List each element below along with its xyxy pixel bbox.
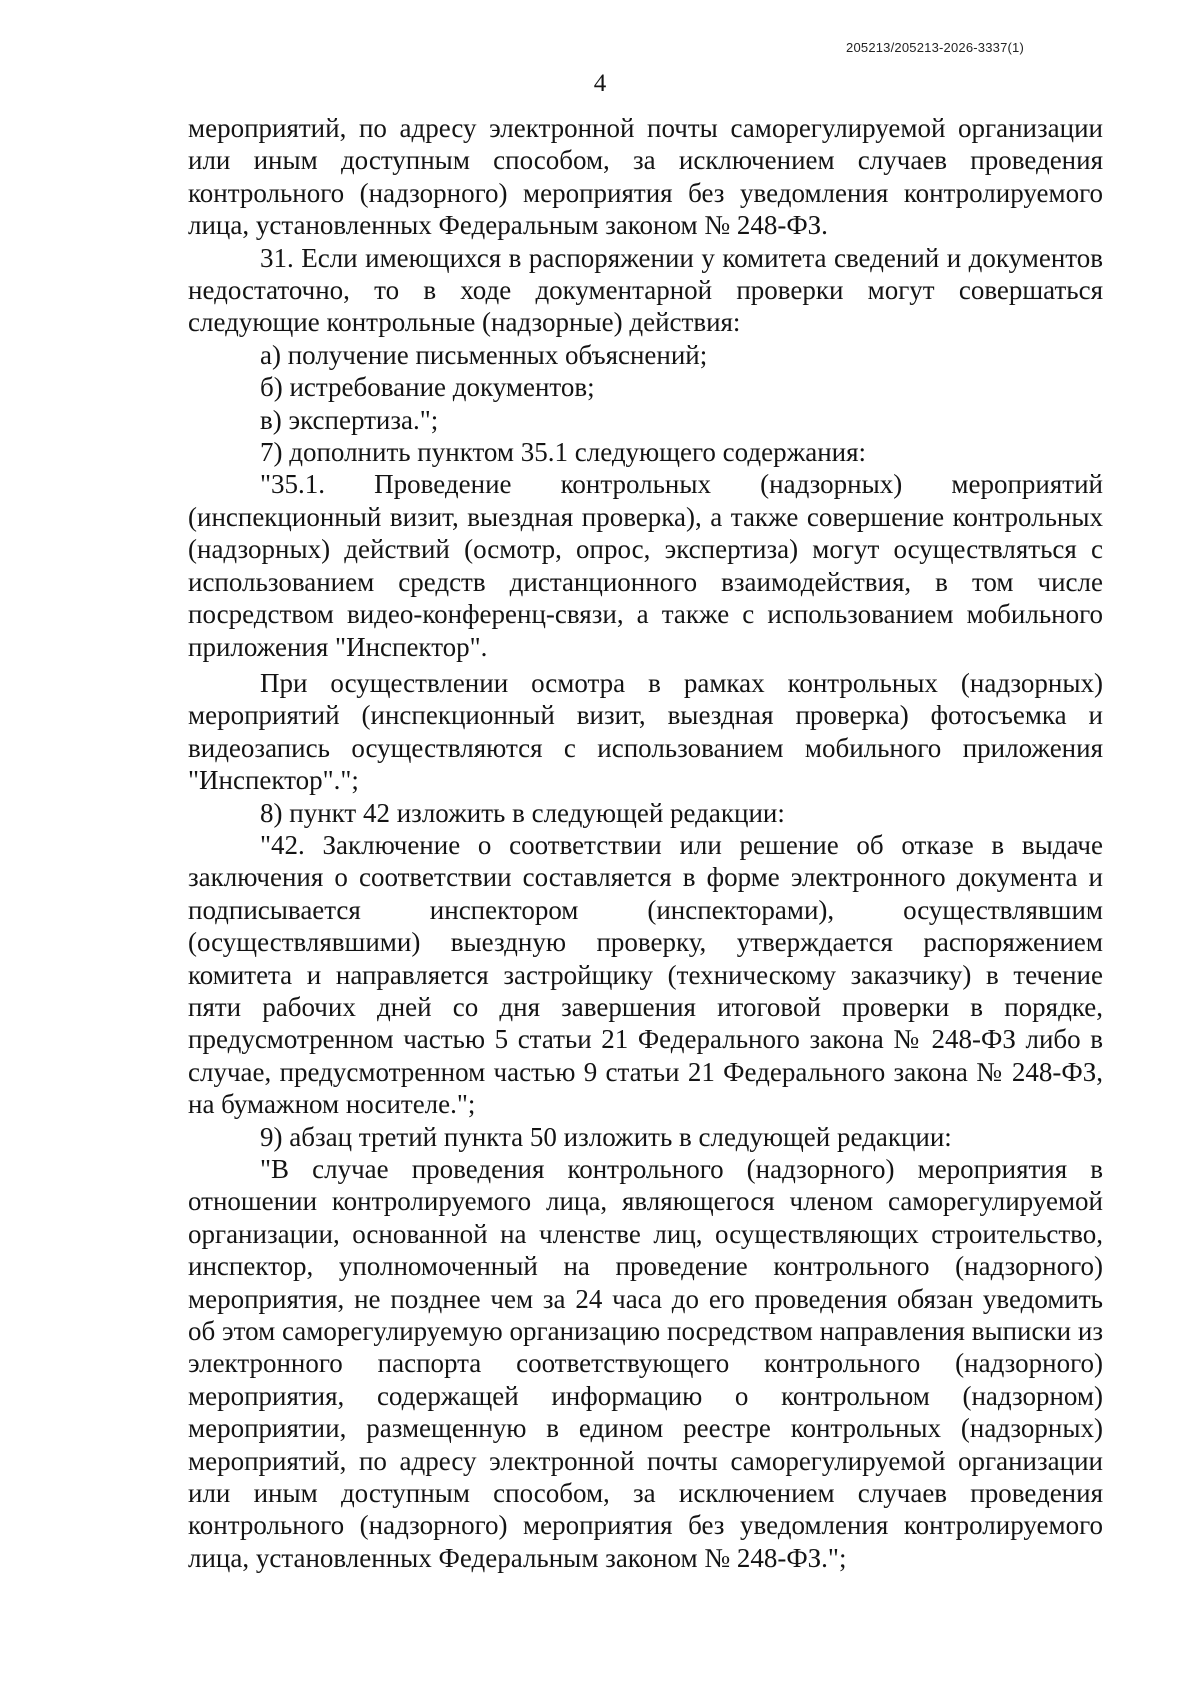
paragraph-subitem-b: б) истребование документов; [260,372,595,403]
document-id: 205213/205213-2026-3337(1) [846,40,1024,55]
paragraph-item-35-1: "35.1. Проведение контрольных (надзорных) мероприятий (инспекционный визит, выездная проверка), а также совершение контрольных (надзорных) действий (осмотр, опрос, экспертиза) могут осуществляться с использованием средств дистанционного взаимодействия, в том числе посредством видео-конференц-связи, а также с использованием мобильного приложения "Инспектор". [188,469,1103,662]
paragraph-subitem-a: а) получение письменных объяснений; [260,339,708,370]
paragraph-inspection-photo: При осуществлении осмотра в рамках контрольных (надзорных) мероприятий (инспекционный визит, выездная проверка) фотосъемка и видеозапись осуществляются с использованием мобильного приложения "Инспектор"."; [188,667,1103,796]
page-number: 4 [593,70,607,97]
paragraph-item-50-text: "В случае проведения контрольного (надзорного) мероприятия в отношении контролируемого лица, являющегося членом саморегулируемой организации, основанной на членстве лиц, осуществляющих строительство, инспектор, уполномоченный на проведение контрольного (надзорного) мероприятия, не позднее чем за 24 часа до его проведения обязан уведомить об этом саморегулируемую организацию посредством направления выписки из электронного паспорта соответствующего контрольного (надзорного) мероприятия, содержащей информацию о контрольном (надзорном) мероприятии, размещенную в едином реестре контрольных (надзорных) мероприятий, по адресу электронной почты саморегулируемой организации или иным доступным способом, за исключением случаев проведения контрольного (надзорного) мероприятия без уведомления контролируемого лица, установленных Федеральным законом № 248-ФЗ."; [188,1154,1103,1573]
paragraph-item-42: "42. Заключение о соответствии или решение об отказе в выдаче заключения о соответствии составляется в форме электронного документа и подписывается инспектором (инспекторами), осуществлявшим (осуществлявшими) выездную проверку, утверждается распоряжением комитета и направляется застройщику (техническому заказчику) в течение пяти рабочих дней со дня завершения итоговой проверки в порядке, предусмотренном частью 5 статьи 21 Федерального закона № 248-ФЗ либо в случае, предусмотренном частью 9 статьи 21 Федерального закона № 248-ФЗ, на бумажном носителе."; [188,829,1103,1120]
document-body [188,112,1103,1574]
paragraph-continuation: мероприятий, по адресу электронной почты саморегулируемой организации или иным доступным способом, за исключением случаев проведения контрольного (надзорного) мероприятия без уведомления контролируемого лица, установленных Федеральным законом № 248-ФЗ. [188,113,1103,241]
paragraph-item-31: 31. Если имеющихся в распоряжении у комитета сведений и документов недостаточно, то в ходе документарной проверки могут совершаться следующие контрольные (надзорные) действия: [188,242,1103,338]
paragraph-amendment-8: 8) пункт 42 изложить в следующей редакции: [260,797,785,828]
paragraph-subitem-v: в) экспертиза."; [260,404,439,435]
paragraph-amendment-7: 7) дополнить пунктом 35.1 следующего содержания: [260,437,867,468]
paragraph-amendment-9: 9) абзац третий пункта 50 изложить в следующей редакции: [260,1121,952,1152]
